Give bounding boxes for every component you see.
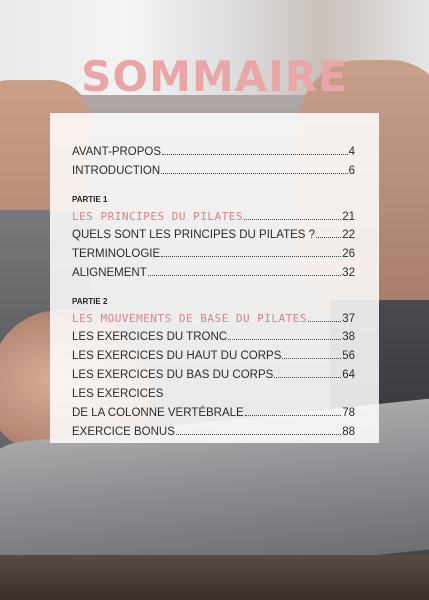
toc-entry-label: EXERCICE BONUS [72, 426, 175, 438]
toc-entry-label: LES EXERCICES DU BAS DU CORPS [72, 369, 274, 381]
toc-entry-page: 56 [342, 350, 355, 362]
toc-entry-label: DE LA COLONNE VERTÉBRALE [72, 407, 244, 419]
toc-entry-page: 64 [342, 369, 355, 381]
part-heading: PARTIE 1 [72, 195, 108, 204]
toc-entry-label: QUELS SONT LES PRINCIPES DU PILATES ? [72, 229, 316, 241]
toc-entry-label: LES EXERCICES DU HAUT DU CORPS [72, 350, 282, 362]
floor [0, 555, 429, 600]
toc-entry-label: LES PRINCIPES DU PILATES [72, 210, 243, 223]
dot-leader [161, 256, 341, 257]
dot-leader [308, 321, 341, 322]
toc-entry[interactable] [72, 366, 355, 385]
table-of-contents [72, 143, 355, 442]
toc-entry[interactable] [72, 264, 355, 283]
toc-entry-page: 37 [342, 313, 355, 325]
toc-entry[interactable] [72, 226, 355, 245]
toc-entry-page: 38 [342, 331, 355, 343]
toc-entry-label: INTRODUCTION [72, 165, 161, 177]
toc-entry[interactable] [72, 245, 355, 264]
dot-leader [274, 377, 341, 378]
dot-leader [148, 275, 341, 276]
toc-entry[interactable] [72, 143, 355, 162]
toc-entry[interactable] [72, 162, 355, 181]
toc-entry-page: 78 [342, 407, 355, 419]
dot-leader [244, 219, 341, 220]
toc-entry-label-line1[interactable]: LES EXERCICES [72, 388, 164, 400]
dot-leader [282, 358, 341, 359]
dot-leader [161, 173, 347, 174]
dot-leader [162, 154, 348, 155]
part-heading: PARTIE 2 [72, 297, 108, 306]
toc-entry-page: 21 [342, 211, 355, 223]
toc-entry-label: AVANT-PROPOS [72, 146, 162, 158]
toc-entry-page: 26 [342, 248, 355, 260]
toc-entry-page: 88 [342, 426, 355, 438]
toc-entry-chapter[interactable] [72, 309, 355, 328]
toc-entry[interactable] [72, 347, 355, 366]
dot-leader [176, 434, 341, 435]
toc-entry-page: 32 [342, 267, 355, 279]
toc-entry[interactable] [72, 423, 355, 442]
page-title: SOMMAIRE [81, 52, 348, 101]
toc-entry-page: 22 [342, 229, 355, 241]
toc-entry-label: LES MOUVEMENTS DE BASE DU PILATES [72, 312, 308, 325]
toc-entry-page: 4 [348, 146, 355, 158]
dot-leader [228, 339, 341, 340]
toc-entry-label: ALIGNEMENT [72, 267, 147, 279]
toc-entry[interactable] [72, 328, 355, 347]
toc-entry-page: 6 [348, 165, 355, 177]
dot-leader [316, 237, 341, 238]
toc-entry[interactable] [72, 404, 355, 423]
dot-leader [245, 415, 341, 416]
toc-entry-chapter[interactable] [72, 207, 355, 226]
toc-entry-label: TERMINOLOGIE [72, 248, 161, 260]
toc-entry-label: LES EXERCICES DU TRONC [72, 331, 228, 343]
